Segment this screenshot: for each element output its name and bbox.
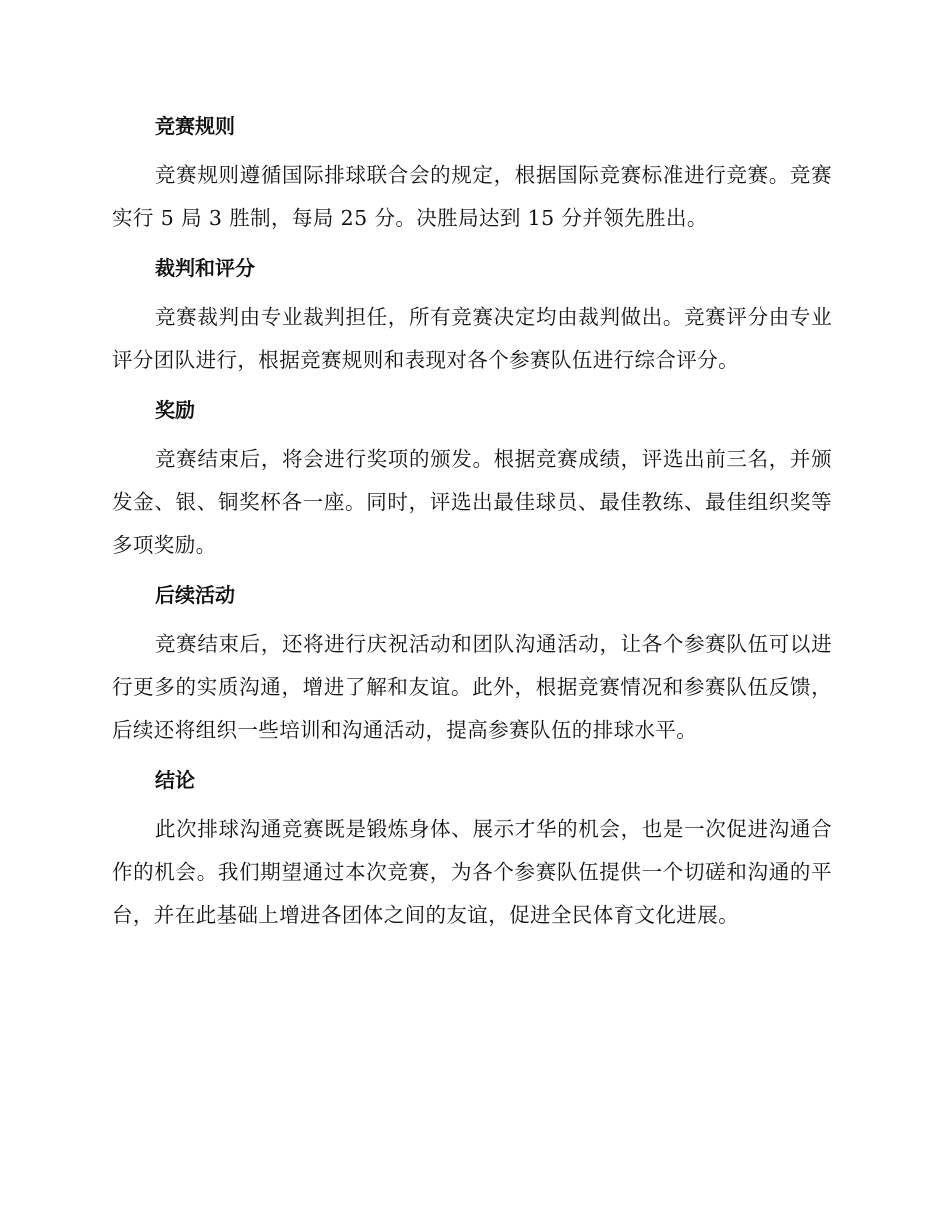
section-paragraph: 竞赛裁判由专业裁判担任，所有竞赛决定均由裁判做出。竞赛评分由专业评分团队进行，根据竞赛规则和表现对各个参赛队伍进行综合评分。 — [112, 305, 832, 372]
section-conclusion — [112, 760, 832, 937]
section-heading: 竞赛规则 — [155, 114, 235, 138]
section-paragraph: 此次排球沟通竞赛既是锻炼身体、展示才华的机会，也是一次促进沟通合作的机会。我们期望通过本次竞赛，为各个参赛队伍提供一个切磋和沟通的平台，并在此基础上增进各团体之间的友谊，促进全民体育文化进展。 — [112, 817, 832, 927]
section-awards — [112, 390, 832, 567]
document-page — [112, 106, 832, 945]
section-heading: 奖励 — [155, 398, 195, 422]
section-rules — [112, 106, 832, 240]
section-follow-up — [112, 575, 832, 752]
section-paragraph: 竞赛结束后，还将进行庆祝活动和团队沟通活动，让各个参赛队伍可以进行更多的实质沟通，增进了解和友谊。此外，根据竞赛情况和参赛队伍反馈，后续还将组织一些培训和沟通活动，提高参赛队伍的排球水平。 — [112, 632, 832, 742]
section-heading: 结论 — [155, 768, 195, 792]
section-paragraph: 竞赛规则遵循国际排球联合会的规定，根据国际竞赛标准进行竞赛。竞赛实行 5 局 3 胜制，每局 25 分。决胜局达到 15 分并领先胜出。 — [112, 163, 832, 230]
section-referee-scoring — [112, 248, 832, 382]
section-heading: 后续活动 — [155, 583, 235, 607]
section-paragraph: 竞赛结束后，将会进行奖项的颁发。根据竞赛成绩，评选出前三名，并颁发金、银、铜奖杯各一座。同时，评选出最佳球员、最佳教练、最佳组织奖等多项奖励。 — [112, 447, 832, 557]
section-heading: 裁判和评分 — [155, 256, 255, 280]
